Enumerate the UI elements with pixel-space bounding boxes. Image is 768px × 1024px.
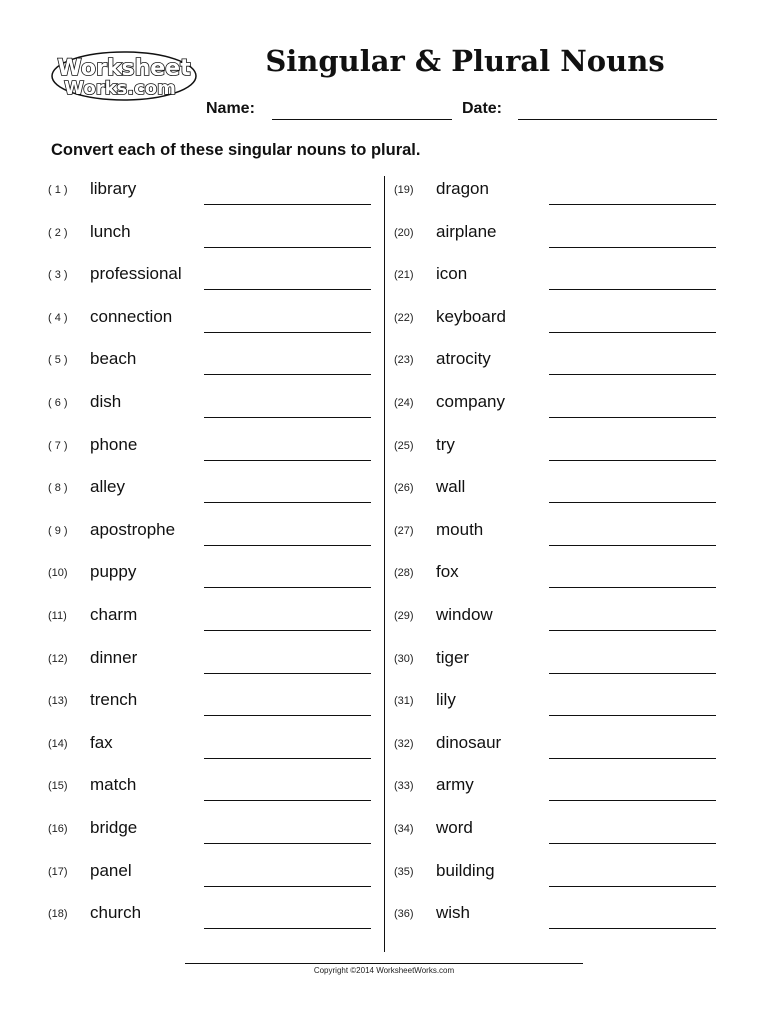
singular-noun: company (436, 391, 505, 411)
singular-noun: building (436, 860, 495, 880)
singular-noun: lily (436, 690, 456, 710)
question-number: (11) (48, 609, 67, 622)
singular-noun: dinner (90, 647, 138, 667)
question-number: ( 1 ) (48, 184, 68, 196)
left-column (48, 174, 388, 941)
answer-line[interactable] (204, 374, 371, 375)
answer-line[interactable] (549, 630, 716, 631)
singular-noun: window (436, 604, 493, 624)
column-divider (384, 176, 385, 952)
answer-line[interactable] (204, 758, 371, 759)
singular-noun: lunch (90, 221, 131, 241)
singular-noun: church (90, 903, 142, 923)
question-row (48, 344, 388, 387)
name-date-row (206, 100, 726, 126)
singular-noun: fax (90, 732, 113, 752)
singular-noun: mouth (436, 519, 484, 539)
answer-line[interactable] (549, 800, 716, 801)
question-row (394, 600, 734, 643)
question-number: (31) (394, 695, 414, 708)
question-number: (21) (394, 269, 414, 282)
question-row (48, 898, 388, 941)
question-number: (25) (394, 439, 414, 452)
question-number: (29) (394, 609, 414, 622)
question-number: (17) (48, 865, 68, 878)
answer-line[interactable] (549, 374, 716, 375)
instructions: Convert each of these singular nouns to plural. (51, 141, 421, 159)
answer-line[interactable] (204, 247, 371, 248)
question-number: ( 6 ) (48, 396, 68, 409)
answer-line[interactable] (204, 545, 371, 546)
question-row (394, 643, 734, 686)
singular-noun: alley (90, 477, 125, 497)
logo-text-line2: Works.com (64, 78, 176, 99)
question-number: ( 8 ) (48, 482, 68, 495)
answer-line[interactable] (204, 715, 371, 716)
logo-text-line1: Worksheet (57, 56, 191, 81)
singular-noun: dragon (436, 179, 489, 198)
question-row (48, 728, 388, 771)
answer-line[interactable] (204, 289, 371, 290)
answer-line[interactable] (549, 843, 716, 844)
answer-line[interactable] (549, 545, 716, 546)
answer-line[interactable] (549, 715, 716, 716)
singular-noun: word (436, 817, 473, 837)
question-number: (28) (394, 567, 414, 580)
singular-noun: atrocity (436, 349, 491, 369)
question-row (394, 557, 734, 600)
question-row (48, 430, 388, 473)
question-row (394, 898, 734, 941)
question-number: (36) (394, 908, 414, 921)
question-number: (10) (48, 567, 68, 580)
singular-noun: dinosaur (436, 732, 502, 752)
question-number: (27) (394, 524, 414, 537)
question-number: (15) (48, 780, 68, 793)
question-number: (14) (48, 737, 68, 750)
answer-line[interactable] (549, 587, 716, 588)
question-number: ( 9 ) (48, 524, 68, 537)
answer-line[interactable] (549, 417, 716, 418)
question-row (48, 472, 388, 515)
singular-noun: library (90, 179, 137, 198)
question-row (48, 217, 388, 260)
answer-line[interactable] (204, 630, 371, 631)
question-row (394, 515, 734, 558)
question-number: ( 7 ) (48, 439, 68, 452)
question-number: (16) (48, 822, 68, 835)
question-row (48, 813, 388, 856)
answer-line[interactable] (204, 843, 371, 844)
question-row (48, 643, 388, 686)
answer-line[interactable] (204, 460, 371, 461)
singular-noun: bridge (90, 817, 138, 837)
right-column (394, 174, 734, 941)
answer-line[interactable] (204, 332, 371, 333)
singular-noun: match (90, 775, 137, 795)
worksheetworks-logo (50, 50, 198, 102)
question-row (394, 728, 734, 771)
singular-noun: fox (436, 562, 459, 582)
question-number: (18) (48, 908, 68, 921)
logo-graphic (50, 50, 198, 102)
question-number: ( 2 ) (48, 226, 68, 239)
answer-line[interactable] (549, 758, 716, 759)
question-row (48, 174, 388, 217)
answer-line[interactable] (204, 928, 371, 929)
question-number: (26) (394, 482, 414, 495)
question-row (48, 259, 388, 302)
page-title: Singular & Plural Nouns (265, 44, 665, 78)
singular-noun: trench (90, 690, 138, 710)
question-row (48, 515, 388, 558)
question-row (394, 472, 734, 515)
singular-noun: airplane (436, 221, 497, 241)
answer-line[interactable] (204, 886, 371, 887)
singular-noun: apostrophe (90, 519, 176, 539)
singular-noun: charm (90, 604, 138, 624)
question-row (394, 387, 734, 430)
answer-line[interactable] (549, 332, 716, 333)
singular-noun: beach (90, 349, 137, 369)
name-field[interactable] (272, 119, 452, 120)
answer-line[interactable] (204, 587, 371, 588)
singular-noun: icon (436, 264, 468, 284)
question-row (48, 770, 388, 813)
singular-noun: panel (90, 860, 132, 880)
singular-noun: puppy (90, 562, 137, 582)
answer-line[interactable] (549, 289, 716, 290)
question-number: (30) (394, 652, 414, 665)
question-number: (35) (394, 865, 414, 878)
question-number: (19) (394, 184, 414, 196)
question-row (394, 813, 734, 856)
question-row (48, 387, 388, 430)
singular-noun: wall (436, 477, 466, 497)
question-row (394, 685, 734, 728)
question-row (394, 770, 734, 813)
copyright-text: Copyright ©2014 WorksheetWorks.com (313, 966, 455, 975)
question-number: ( 3 ) (48, 269, 68, 282)
singular-noun: tiger (436, 647, 470, 667)
question-number: (33) (394, 780, 414, 793)
question-row (48, 302, 388, 345)
question-row (394, 174, 734, 217)
question-row (394, 344, 734, 387)
answer-line[interactable] (549, 928, 716, 929)
question-row (48, 685, 388, 728)
question-row (48, 600, 388, 643)
singular-noun: dish (90, 391, 122, 411)
answer-line[interactable] (204, 417, 371, 418)
question-number: (24) (394, 396, 414, 409)
question-number: ( 5 ) (48, 354, 68, 367)
question-number: (34) (394, 822, 414, 835)
singular-noun: keyboard (436, 306, 506, 326)
date-field[interactable] (518, 119, 717, 120)
question-number: (23) (394, 354, 414, 367)
question-number: (32) (394, 737, 414, 750)
singular-noun: phone (90, 434, 138, 454)
answer-line[interactable] (204, 204, 371, 205)
question-number: (22) (394, 311, 414, 324)
singular-noun: wish (436, 903, 471, 923)
name-label: Name: (206, 100, 255, 117)
question-number: (20) (394, 226, 414, 239)
singular-noun: connection (90, 306, 173, 326)
answer-line[interactable] (549, 886, 716, 887)
question-row (394, 217, 734, 260)
answer-line[interactable] (549, 673, 716, 674)
answer-line[interactable] (549, 502, 716, 503)
question-row (394, 856, 734, 899)
singular-noun: professional (90, 264, 182, 284)
answer-line[interactable] (549, 204, 716, 205)
question-number: (12) (48, 652, 68, 665)
answer-line[interactable] (549, 460, 716, 461)
singular-noun: army (436, 775, 474, 795)
date-label: Date: (462, 100, 503, 117)
singular-noun: try (436, 434, 455, 454)
answer-line[interactable] (204, 673, 371, 674)
answer-line[interactable] (549, 247, 716, 248)
question-row (48, 856, 388, 899)
answer-line[interactable] (204, 800, 371, 801)
footer-divider (185, 963, 583, 964)
question-row (394, 302, 734, 345)
question-number: ( 4 ) (48, 311, 68, 324)
question-row (394, 430, 734, 473)
question-number: (13) (48, 695, 68, 708)
answer-line[interactable] (204, 502, 371, 503)
question-row (48, 557, 388, 600)
question-row (394, 259, 734, 302)
